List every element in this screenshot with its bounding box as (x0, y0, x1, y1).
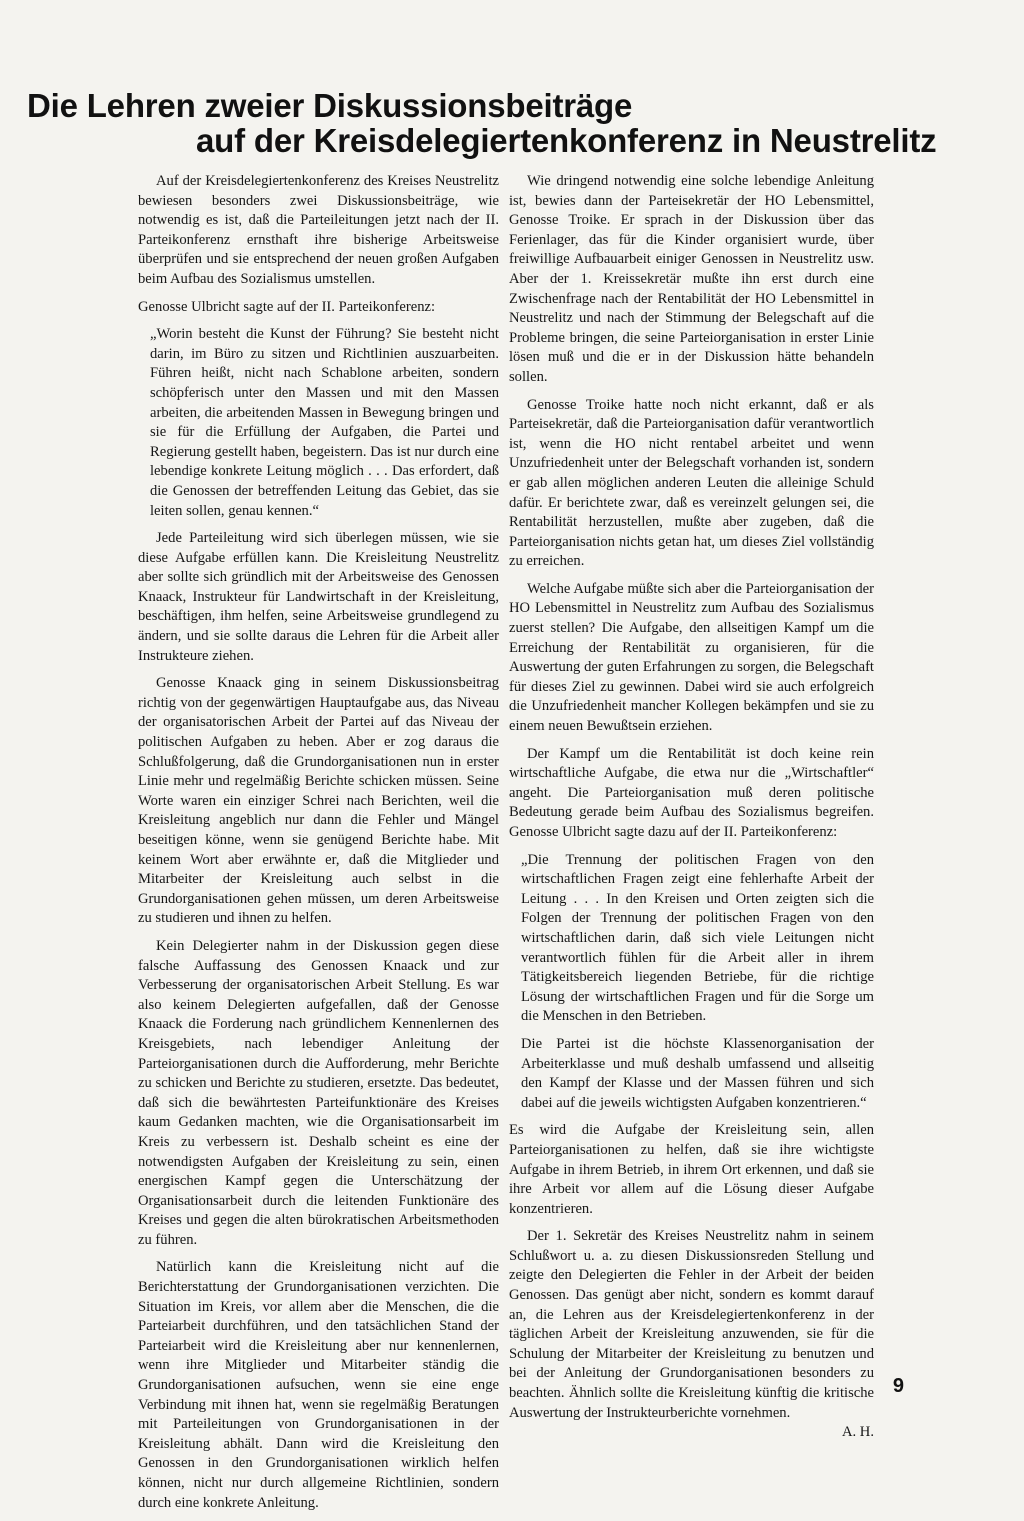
paragraph: Jede Parteileitung wird sich überlegen müssen, wie sie diese Aufgabe erfüllen kann. Die Kreisleitung Neustrelitz aber sollte sich gründlich mit der Arbeitsweise des Genossen Knaack, Instrukteur für Landwirtschaft in der Kreisleitung, beschäftigen, ihm helfen, seine Arbeitsweise grundlegend zu ändern, und sie sollte daraus die Lehren für die Arbeit aller Instrukteure ziehen. (138, 530, 499, 664)
article-title-line-2: auf der Kreisdelegiertenkonferenz in Neustrelitz (196, 122, 937, 159)
page-number: 9 (892, 1375, 904, 1397)
paragraph: Genosse Troike hatte noch nicht erkannt, daß er als Parteisekretär, daß die Parteiorganisation dafür verantwortlich ist, wenn die HO nicht rentabel arbeitet und wenn Unzufriedenheit unter der Belegschaft vorhanden ist, sondern er gab allen möglichen anderen Leuten die alleinige Schuld dafür. Er berichtete zwar, daß es vereinzelt gelungen sei, die Rentabilität herzustellen, mußte aber zugeben, daß die Parteiorganisation nichts getan hat, um dieses Ziel vollständig zu erreichen. (509, 396, 874, 570)
paragraph: Genosse Knaack ging in seinem Diskussionsbeitrag richtig von der gegenwärtigen Hauptaufgabe aus, das Niveau der organisatorischen Arbeit der Partei auf das Niveau der politischen Aufgaben zu heben. Aber er zog daraus die Schlußfolgerung, daß die Grundorganisationen nun in erster Linie mehr und regelmäßig Berichte schicken müssen. Seine Worte waren ein einziger Schrei nach Berichten, weil die Kreisleitung angeblich nur dann die Fehler und Mängel beseitigen könne, wenn sie genügend Berichte habe. Mit keinem Wort aber erwähnte er, daß die Mitglieder und Mitarbeiter der Kreisleitung auch selbst in die Grundorganisationen gehen müssen, um deren Arbeitsweise zu studieren und ihnen zu helfen. (138, 675, 499, 927)
paragraph: Auf der Kreisdelegiertenkonferenz des Kreises Neustrelitz bewiesen besonders zwei Diskussionsbeiträge, wie notwendig es ist, daß die Parteileitungen jetzt nach der II. Parteikonferenz ernsthaft ihre bisherige Arbeitsweise überprüfen und sie entsprechend der neuen großen Aufgaben beim Aufbau des Sozialismus umstellen. (138, 173, 499, 287)
paragraph: Der 1. Sekretär des Kreises Neustrelitz nahm in seinem Schlußwort u. a. zu diesen Diskussionsreden Stellung und zeigte den Delegierten die Fehler in der Arbeit der beiden Genossen. Das genügt aber nicht, sondern es kommt darauf an, die Lehren aus der Kreisdelegiertenkonferenz in der täglichen Arbeit der Kreisleitung anzuwenden, sie für die Schulung der Mitarbeiter der Kreisleitung zu benutzen und bei der Anleitung der Grundorganisationen besonders zu beachten. Ähnlich sollte die Kreisleitung künftig die kritische Auswertung der Instrukteurberichte vornehmen. (509, 1228, 874, 1421)
paragraph: Natürlich kann die Kreisleitung nicht auf die Berichterstattung der Grundorganisationen verzichten. Die Situation im Kreis, vor allem aber die Menschen, die die Parteiarbeit durchführen, und den tatsächlichen Stand der Parteiarbeit wird die Kreisleitung aber nur kennenlernen, wenn ihre Mitglieder und Mitarbeiter ständig die Grundorganisationen aufsuchen, wenn sie eine enge Verbindung mit ihnen hat, wenn sie regelmäßig Beratungen mit Parteileitungen von Grundorganisationen in der Kreisleitung abhält. Dann wird die Kreisleitung den Genossen in den Grundorganisationen wirklich helfen können, nicht nur durch allgemeine Richtlinien, sondern durch eine konkrete Anleitung. (138, 1259, 499, 1511)
right-column (509, 172, 874, 1451)
paragraph: Genosse Ulbricht sagte auf der II. Parteikonferenz: (138, 298, 436, 315)
quote-paragraph: „Worin besteht die Kunst der Führung? Sie besteht nicht darin, im Büro zu sitzen und Richtlinien auszuarbeiten. Führen heißt, nicht nach Schablone arbeiten, sondern schöpferisch unter den Massen und mit den Massen arbeiten, die arbeitenden Massen in Bewegung bringen und sie für die Erfüllung der Aufgaben, die Partei und Regierung gestellt haben, begeistern. Das ist nur durch eine lebendige konkrete Leitung möglich . . . Das erfordert, daß die Genossen der betreffenden Leitung das Gebiet, das sie leiten sollen, genau kennen.“ (150, 326, 499, 519)
paragraph: Der Kampf um die Rentabilität ist doch keine rein wirtschaftliche Aufgabe, die etwa nur die „Wirtschaftler“ angeht. Die Parteiorganisation muß deren politische Bedeutung gerade beim Aufbau des Sozialismus begreifen. Genosse Ulbricht sagte dazu auf der II. Parteikonferenz: (509, 745, 874, 840)
quote-paragraph: Die Partei ist die höchste Klassenorganisation der Arbeiterklasse und muß deshalb umfassend und allseitig den Kampf der Klasse und der Massen führen und sich dabei auf die jeweils wichtigsten Aufgaben konzentrieren.“ (521, 1035, 874, 1111)
paragraph: Es wird die Aufgabe der Kreisleitung sein, allen Parteiorganisationen zu helfen, daß sie ihre wichtigste Aufgabe in ihrem Betrieb, in ihrem Ort erkennen, und daß sie ihre Arbeit vor allem auf die Lösung dieser Aufgabe konzentrieren. (509, 1122, 874, 1217)
quote-paragraph: „Die Trennung der politischen Fragen von den wirtschaftlichen Fragen zeigt eine fehlerhafte Arbeit der Leitung . . . In den Kreisen und Orten zeigten sich die Folgen der Trennung der politischen Fragen von den wirtschaftlichen darin, daß sich viele Leitungen nicht verantwortlich fühlen für die Arbeit aller in ihrem Tätigkeitsbereich liegenden Betriebe, für die richtige Lösung der wirtschaftlichen Fragen und für die Sorge um die Menschen in den Betrieben. (521, 851, 874, 1025)
paragraph: Wie dringend notwendig eine solche lebendige Anleitung ist, bewies dann der Parteisekretär der HO Lebensmittel, Genosse Troike. Er sprach in der Diskussion über das Ferienlager, das für die Kinder organisiert wurde, über freiwillige Aufbauarbeit einiger Genossen in Neustrelitz usw. Aber der 1. Kreissekretär mußte ihn erst durch eine Zwischenfrage nach der Rentabilität der HO Lebensmittel in Neustrelitz und nach der Stimmung der Belegschaft auf die Probleme bringen, die seine Parteiorganisation in erster Linie lösen muß und die er in der Diskussion hätte behandeln sollen. (509, 173, 874, 385)
article-title-line-1: Die Lehren zweier Diskussionsbeiträge (27, 87, 633, 124)
left-column (138, 172, 499, 1521)
author-signature: A. H. (841, 1424, 874, 1441)
paragraph: Welche Aufgabe müßte sich aber die Parteiorganisation der HO Lebensmittel in Neustrelitz zum Aufbau des Sozialismus zuerst stellen? Die Aufgabe, den allseitigen Kampf um die Erreichung der Rentabilität zu organisieren, für die Auswertung der guten Erfahrungen zu sorgen, die Belegschaft für dieses Ziel zu gewinnen. Dabei wird sie auch erfolgreich die Unzufriedenheit mancher Kollegen bekämpfen und sie zu einem neuen Bewußtsein erziehen. (509, 580, 874, 735)
paragraph: Kein Delegierter nahm in der Diskussion gegen diese falsche Auffassung des Genossen Knaack und zur Verbesserung der organisatorischen Arbeit Stellung. Es war also keinem Delegierten aufgefallen, daß der Genosse Knaack die Forderung nach gründlichem Kennenlernen des Kreisgebiets, nach lebendiger Anleitung der Parteiorganisationen durch die Aufforderung, mehr Berichte zu schicken und Berichte zu studieren, ersetzte. Das bedeutet, daß sich die bewährtesten Parteifunktionäre des Kreises kaum Gedanken machten, wie die Organisationsarbeit im Kreis zu verbessern ist. Deshalb scheint es eine der notwendigsten Aufgaben der Kreisleitung zu sein, einen energischen Kampf gegen die Unterschätzung der Organisationsarbeit durch die leitenden Funktionäre des Kreises und gegen die alten bürokratischen Arbeitsmethoden zu führen. (138, 937, 499, 1248)
